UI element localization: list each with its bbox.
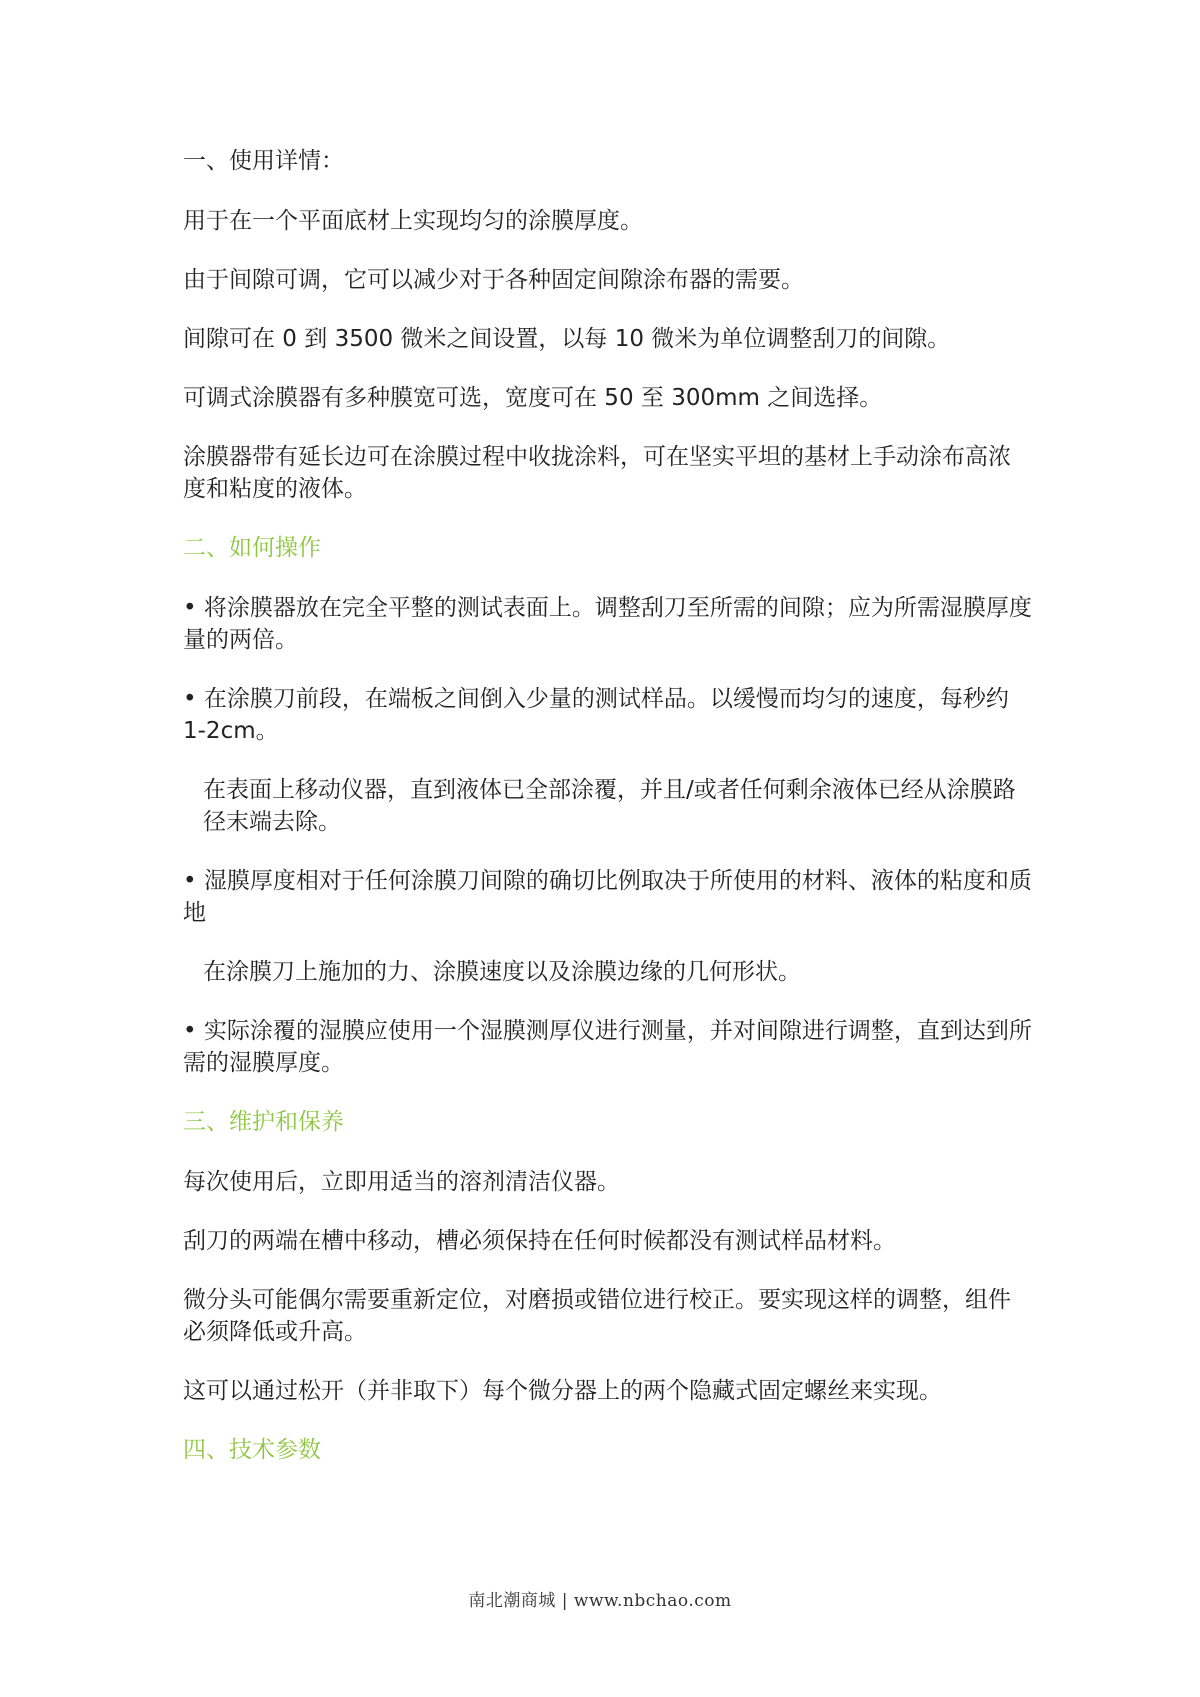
usage-paragraph: 可调式涂膜器有多种膜宽可选，宽度可在 50 至 300mm 之间选择。 [183, 385, 883, 411]
maintenance-paragraph: 微分头可能偶尔需要重新定位，对磨损或错位进行校正。要实现这样的调整，组件必须降低或升高。 [183, 1287, 1011, 1345]
section-title-operation: 二、如何操作 [183, 535, 321, 561]
usage-paragraph: 涂膜器带有延长边可在涂膜过程中收拢涂料，可在坚实平坦的基材上手动涂布高浓度和粘度的液体。 [183, 444, 1011, 502]
usage-paragraph: 用于在一个平面底材上实现均匀的涂膜厚度。 [183, 208, 643, 234]
section-title-specs: 四、技术参数 [183, 1437, 321, 1463]
maintenance-paragraph: 这可以通过松开（并非取下）每个微分器上的两个隐藏式固定螺丝来实现。 [183, 1378, 942, 1404]
operation-paragraph: • 实际涂覆的湿膜应使用一个湿膜测厚仪进行测量，并对间隙进行调整，直到达到所需的湿膜厚度。 [183, 1018, 1032, 1076]
maintenance-paragraph: 每次使用后，立即用适当的溶剂清洁仪器。 [183, 1169, 620, 1195]
maintenance-paragraph: 刮刀的两端在槽中移动，槽必须保持在任何时候都没有测试样品材料。 [183, 1228, 896, 1254]
usage-paragraph: 由于间隙可调，它可以减少对于各种固定间隙涂布器的需要。 [183, 267, 804, 293]
operation-paragraph: 在涂膜刀上施加的力、涂膜速度以及涂膜边缘的几何形状。 [203, 959, 801, 985]
operation-paragraph: 在表面上移动仪器，直到液体已全部涂覆，并且/或者任何剩余液体已经从涂膜路径末端去除。 [203, 777, 1016, 835]
operation-paragraph: • 在涂膜刀前段，在端板之间倒入少量的测试样品。以缓慢而均匀的速度，每秒约 1-2cm。 [183, 686, 1009, 744]
page-footer: 南北潮商城 | www.nbchao.com [468, 1591, 732, 1611]
section-title-usage: 一、使用详情： [183, 148, 344, 174]
usage-paragraph: 间隙可在 0 到 3500 微米之间设置，以每 10 微米为单位调整刮刀的间隙。 [183, 326, 951, 352]
document-body [183, 145, 1033, 1494]
operation-paragraph: • 将涂膜器放在完全平整的测试表面上。调整刮刀至所需的间隙；应为所需湿膜厚度量的两倍。 [183, 595, 1032, 653]
operation-paragraph: • 湿膜厚度相对于任何涂膜刀间隙的确切比例取决于所使用的材料、液体的粘度和质地 [183, 868, 1032, 926]
section-title-maintenance: 三、维护和保养 [183, 1109, 344, 1135]
